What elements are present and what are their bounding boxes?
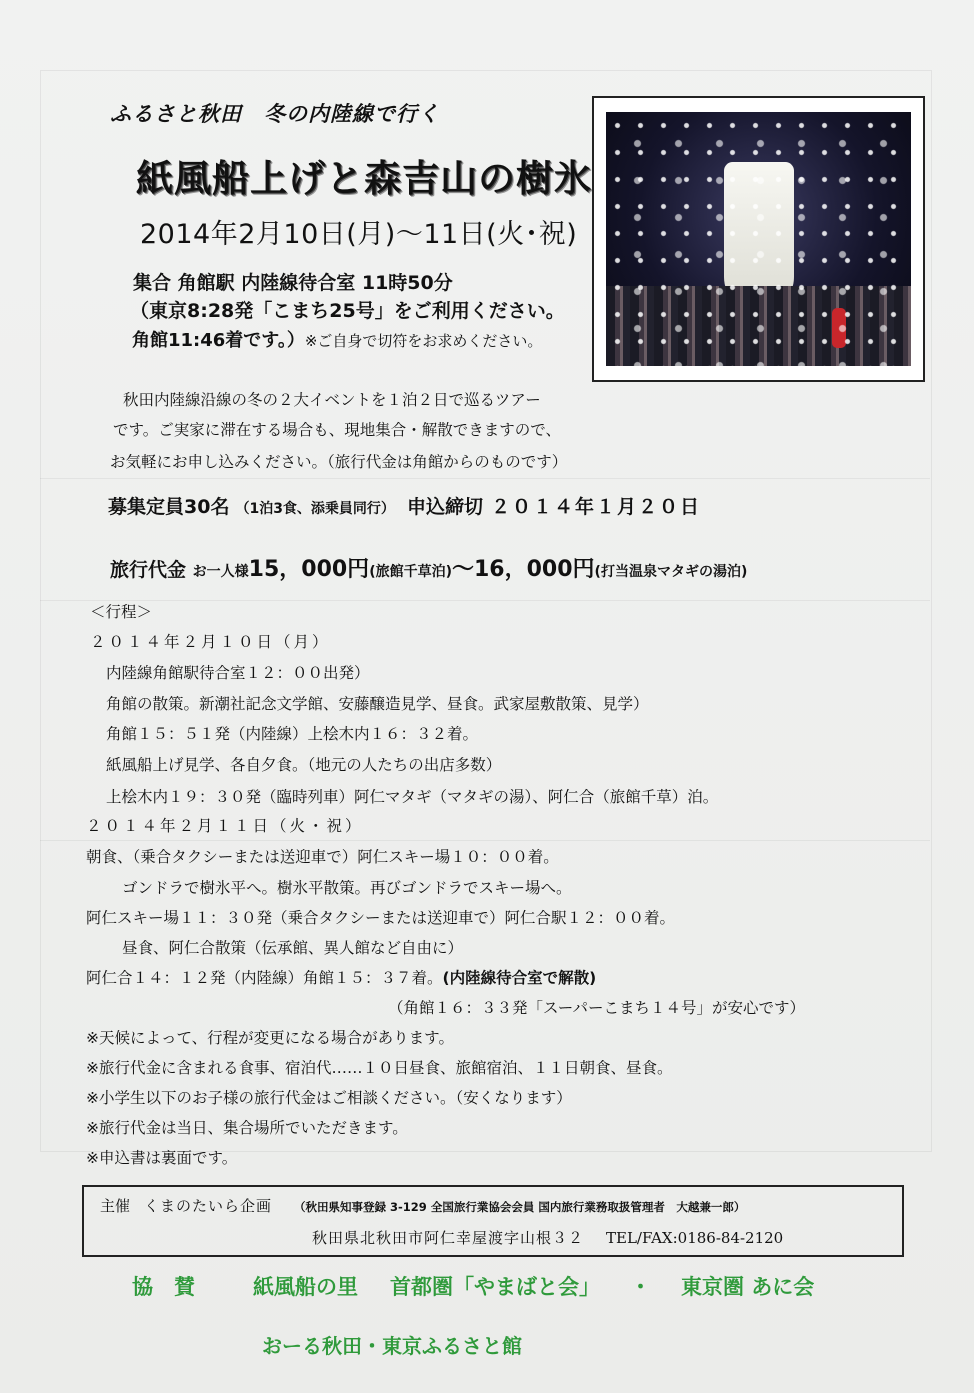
itinerary-line: 阿仁スキー場１１：３０発（乗合タクシーまたは送迎車で）阿仁合駅１２：００着。 [86,909,676,927]
organizer-contact [312,1227,783,1248]
fee-per-person: お一人様 [192,564,249,580]
organizer-box [82,1185,904,1257]
organizer-name: くまのたいら企画 [144,1197,273,1215]
sponsor-item: 東京圏 あに会 [681,1275,815,1299]
note-item: ※天候によって、行程が変更になる場合があります。 [86,1029,454,1047]
itinerary-line: 上桧木内１９：３０発（臨時列車）阿仁マタギ（マタギの湯）、阿仁合（旅館千草）泊。 [106,788,719,806]
recruitment-info [108,492,701,519]
itinerary-dismissal: (内陸線待合室で解散) [442,969,597,987]
organizer-address: 秋田県北秋田市阿仁幸屋渡字山根３２ [312,1229,585,1247]
itinerary-heading: ＜行程＞ [90,603,153,621]
intro-text: お気軽にお申し込みください。（旅行代金は角館からのものです） [110,453,568,471]
note-item: ※申込書は裏面です。 [86,1149,238,1167]
note-item: ※旅行代金は当日、集合場所でいただきます。 [86,1119,408,1137]
deadline-label: 申込締切 [406,496,483,518]
meeting-arrival [132,326,542,352]
tour-fee [110,552,747,583]
sponsor-item: 首都圏「やまばと会」 [390,1275,600,1299]
sponsor-item: 紙風船の里 [253,1275,358,1299]
reverse-side-line [40,840,930,841]
deadline-date: ２０１４年１月２０日 [490,496,701,518]
itinerary-line: 内陸線角館駅待合室１２：００出発） [106,664,370,682]
itinerary-line: 紙風船上げ見学、各自夕食。（地元の人たちの出店多数） [106,756,502,774]
itinerary-line [86,966,596,988]
tour-date: 2014年2月10日(月)～11日(火･祝) [140,219,578,250]
intro-text: 秋田内陸線沿線の冬の２大イベントを１泊２日で巡るツアー [123,391,541,409]
note-item: ※旅行代金に含まれる食事、宿泊代……１０日昼食、旅館宿泊、１１日朝食、昼食。 [86,1059,673,1077]
reverse-side-line [40,478,930,479]
paper-balloon-photo [606,112,911,366]
itinerary-line: ゴンドラで樹氷平へ。樹氷平散策。再びゴンドラでスキー場へ。 [122,879,572,897]
fee-price-chigusa: 15，000円 [248,557,370,582]
organizer-line [100,1195,745,1216]
itinerary-line: 角館の散策。新潮社記念文学館、安藤醸造見学、昼食。武家屋敷散策、見学） [106,695,649,713]
organizer-tel: TEL/FAX:0186-84-2120 [606,1229,784,1247]
fee-label: 旅行代金 [110,559,187,581]
itinerary-line: （角館１６：３３発「スーパーこまち１４号」が安心です） [388,999,805,1017]
fee-price-matagi: 16，000円 [474,557,595,582]
organizer-label: 主催 [100,1197,131,1215]
meeting-train-info: （東京8:28発「こまち25号」をご利用ください。 [130,300,565,322]
sponsor-item: おーる秋田・東京ふるさと館 [262,1334,522,1358]
fee-separator: ～ [451,557,474,582]
meeting-arrival-time: 角館11:46着です。） [132,330,305,351]
itinerary-line: 角館１５：５１発（内陸線）上桧木内１６：３２着。 [106,725,479,743]
sponsor-separator: ・ [630,1275,651,1299]
intro-text: です。ご実家に滞在する場合も、現地集合・解散できますので、 [113,421,561,439]
fee-note-chigusa: (旅館千草泊) [369,564,452,580]
capacity-label: 募集定員30名 [108,496,230,518]
day1-date: ２０１４年２月１０日（月） [90,633,331,651]
capacity-note: （1泊3食、添乗員同行） [235,501,395,517]
meeting-place: 集合 角館駅 内陸線待合室 11時50分 [133,272,453,294]
fee-note-matagi: (打当温泉マタギの湯泊) [594,564,748,580]
itinerary-return-train: 阿仁合１４：１２発（内陸線）角館１５：３７着。 [86,969,443,987]
sponsor-label: 協 賛 [132,1275,195,1299]
page-title: 紙風船上げと森吉山の樹氷 [136,157,592,200]
meeting-ticket-note: ※ご自身で切符をお求めください。 [304,332,543,350]
subtitle: ふるさと秋田 冬の内陸線で行く [110,102,440,126]
itinerary-line: 昼食、阿仁合散策（伝承館、異人館など自由に） [122,939,464,957]
event-photo-frame [592,96,925,382]
snowfall [606,112,911,366]
note-item: ※小学生以下のお子様の旅行代金はご相談ください。（安くなります） [86,1089,572,1107]
sponsors-line [132,1271,814,1301]
itinerary-line: 朝食、（乗合タクシーまたは送迎車で）阿仁スキー場１０：００着。 [86,848,559,866]
organizer-registration: （秋田県知事登録 3-129 全国旅行業協会会員 国内旅行業務取扱管理者 大越兼一郎） [294,1200,746,1214]
reverse-side-line [40,600,930,601]
day2-date: ２０１４年２月１１日（火・祝） [86,817,364,835]
